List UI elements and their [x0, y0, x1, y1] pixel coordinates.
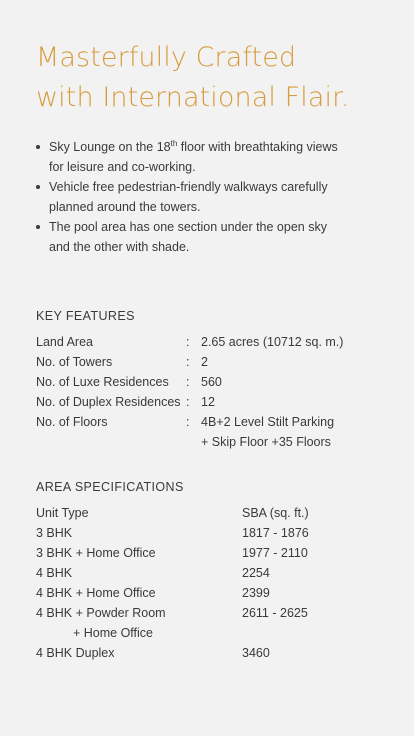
bullet-dot-icon [36, 145, 40, 149]
feature-value-text: 12 [201, 395, 215, 409]
table-row [36, 643, 378, 663]
headline-line-1: Masterfully Crafted [36, 42, 297, 73]
sba-header: SBA (sq. ft.) [242, 506, 309, 520]
feature-value-text-line-2: + Skip Floor +35 Floors [201, 435, 331, 449]
sba-value: 3460 [242, 646, 270, 660]
feature-label: No. of Floors [36, 415, 108, 429]
feature-value [201, 372, 378, 392]
list-item [36, 137, 366, 177]
unit-type: 4 BHK + Home Office [36, 586, 156, 600]
list-item [36, 217, 366, 257]
feature-value-text: 4B+2 Level Stilt Parking [201, 415, 335, 429]
key-features-table [36, 332, 378, 452]
bullet-dot-icon [36, 225, 40, 229]
bullet-text: The pool area has one section under the open sky [49, 220, 327, 234]
unit-type: 4 BHK [36, 566, 73, 580]
list-item [36, 177, 366, 217]
sba-value: 2611 - 2625 [242, 606, 308, 620]
table-row [36, 603, 378, 643]
page-headline [36, 38, 378, 118]
sba-value: 1977 - 2110 [242, 546, 308, 560]
table-row [36, 392, 378, 412]
unit-type: 3 BHK + Home Office [36, 546, 156, 560]
bullet-dot-icon [36, 185, 40, 189]
feature-label: No. of Duplex Residences [36, 395, 181, 409]
unit-type: 4 BHK Duplex [36, 646, 115, 660]
bullet-text-line-2: and the other with shade. [49, 240, 190, 254]
table-row [36, 563, 378, 583]
table-header-row [36, 503, 378, 523]
separator: : [186, 335, 190, 349]
key-features-title: KEY FEATURES [36, 309, 135, 323]
table-row [36, 543, 378, 563]
bullet-text-line-2: planned around the towers. [49, 200, 201, 214]
bullet-text: Vehicle free pedestrian-friendly walkways carefully [49, 180, 328, 194]
headline-line-2: with International Flair. [36, 82, 350, 113]
bullet-text: Sky Lounge on the 18 [49, 140, 171, 154]
unit-type-header: Unit Type [36, 506, 89, 520]
feature-value [201, 332, 378, 352]
sba-value: 2399 [242, 586, 270, 600]
feature-label: Land Area [36, 335, 93, 349]
table-row [36, 372, 378, 392]
sba-value: 2254 [242, 566, 270, 580]
ordinal-suffix: th [170, 139, 178, 148]
area-specifications-title: AREA SPECIFICATIONS [36, 480, 184, 494]
feature-label: No. of Luxe Residences [36, 375, 169, 389]
bullet-text-line-2: for leisure and co-working. [49, 160, 196, 174]
separator: : [186, 395, 190, 409]
feature-value [201, 392, 378, 412]
separator: : [186, 355, 190, 369]
feature-value [201, 412, 378, 452]
table-row [36, 523, 378, 543]
area-specifications-table [36, 503, 378, 663]
amenities-list [36, 137, 366, 257]
separator: : [186, 375, 190, 389]
feature-value-text: 2 [201, 355, 208, 369]
sba-value: 1817 - 1876 [242, 526, 309, 540]
unit-type-text-line-2: + Home Office [73, 626, 154, 640]
feature-value-text: 560 [201, 375, 222, 389]
unit-type-text: 4 BHK + Powder Room [36, 606, 166, 620]
table-row [36, 412, 378, 452]
unit-type [36, 603, 242, 643]
bullet-text-cont: floor with breathtaking views [177, 140, 338, 154]
table-row [36, 583, 378, 603]
table-row [36, 352, 378, 372]
table-row [36, 332, 378, 352]
feature-value-text: 2.65 acres (10712 sq. m.) [201, 335, 344, 349]
feature-value [201, 352, 378, 372]
separator: : [186, 415, 190, 429]
unit-type: 3 BHK [36, 526, 73, 540]
feature-label: No. of Towers [36, 355, 113, 369]
